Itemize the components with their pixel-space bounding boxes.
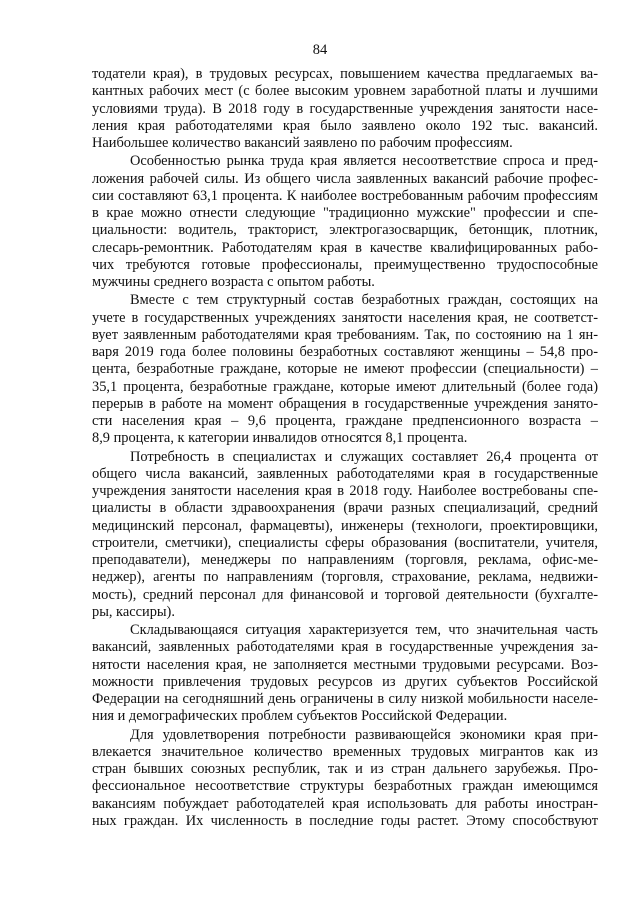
text-line: учреждения занятости населения края в 2018 году. Наиболее востребованы спе-	[92, 483, 598, 499]
text-line: Вместе с тем структурный состав безработных граждан, состоящих на	[130, 292, 598, 309]
paragraph	[92, 66, 598, 152]
text-line: учете в государственных учреждениях занятости населения края, не соответст-	[92, 309, 598, 326]
paragraph	[92, 449, 598, 622]
text-line: Для удовлетворения потребности развивающейся экономики края при-	[130, 726, 598, 743]
text-line: чих требуются готовые профессионалы, преимущественно трудоспособные	[92, 256, 598, 273]
text-line: Особенностью рынка труда края является несоответствие спроса и пред-	[130, 153, 598, 170]
text-line: фессиональное несоответствие структуры безработных граждан имеющимся	[92, 778, 598, 795]
text-line: кантных рабочих мест (с более высоким уровнем заработной платы и лучшими	[92, 83, 598, 100]
paragraph	[92, 292, 598, 447]
text-line: стран бывших союзных республик, так и из стран дальнего зарубежья. Про-	[92, 761, 598, 777]
text-line: перерыв в работе на момент обращения в государственные учреждения занято-	[92, 395, 598, 412]
body-text	[92, 66, 598, 831]
text-line: сти населения края – 9,6 процента, граждане предпенсионного возраста –	[92, 413, 598, 429]
text-line: нятости населения края, не заполняется местными трудовыми ресурсами. Воз-	[92, 656, 598, 673]
text-line: вует заявленным работодателями края требованиям. Так, по состоянию на 1 ян-	[92, 326, 598, 343]
text-line: ления края работодателями края было заявлено около 192 тыс. вакансий.	[92, 117, 598, 134]
text-line: Складывающаяся ситуация характеризуется тем, что значительная часть	[130, 622, 598, 638]
text-line: варя 2019 года более половины безработных составляют женщины – 54,8 про-	[92, 344, 598, 360]
text-line: неджер), агенты по направлениям (торговля, страхование, реклама, недвижи-	[92, 569, 598, 586]
text-line: преподаватели), менеджеры по направлениям (торговля, реклама, офис-ме-	[92, 552, 598, 568]
text-line: циалисты в области здравоохранения (врачи разных специализаций, средний	[92, 500, 598, 517]
text-line: Федерации на сегодняшний день ограничены в силу низкой мобильности населе-	[92, 691, 598, 707]
text-line: медицинский персонал, фармацевты), инженеры (технологи, проектировщики,	[92, 517, 598, 534]
page-number: 84	[312, 42, 328, 58]
text-line: мужчины среднего возраста с опытом работы.	[92, 274, 375, 290]
text-line: вакансий, заявленных работодателями края в государственные учреждения за-	[92, 639, 598, 656]
text-line: Потребность в специалистах и служащих составляет 26,4 процента от	[130, 448, 598, 465]
text-line: тодатели края), в трудовых ресурсах, повышением качества предлагаемых ва-	[92, 66, 598, 82]
text-line: можности привлечения трудовых ресурсов из других субъектов Российской	[92, 673, 598, 690]
text-line: слесарь-ремонтник. Работодателям края в качестве квалифицированных рабо-	[92, 239, 598, 256]
text-line: ния и демографических проблем субъектов Российской Федерации.	[92, 708, 508, 725]
text-line: 35,1 процента, безработные граждане, которые имеют длительный (более года)	[92, 378, 598, 395]
text-line: цента, безработные граждане, которые не имеют профессии (специальности) –	[92, 361, 598, 378]
text-line: общего числа вакансий, заявленных работодателями края в государственные	[92, 465, 598, 482]
text-line: условиями труда). В 2018 году в государственные учреждения занятости насе-	[92, 100, 598, 117]
text-line: ложения рабочей силы. Из общего числа заявленных вакансий рабочие профес-	[92, 170, 598, 187]
text-line: мость), средний персонал для финансовой и торговой деятельности (бухгалте-	[92, 586, 598, 603]
paragraph	[92, 153, 598, 291]
text-line: циальности: водитель, тракторист, электрогазосварщик, бетонщик, плотник,	[92, 222, 598, 239]
text-line: 8,9 процента, к категории инвалидов относятся 8,1 процента.	[92, 430, 468, 447]
text-line: строители, сметчики), специалисты сферы образования (воспитатели, учителя,	[92, 534, 598, 551]
text-line: вакансиям побуждает работодателей края использовать для работы иностран-	[92, 795, 598, 812]
text-line: влекается значительное количество временных трудовых мигрантов как из	[92, 743, 598, 760]
paragraph	[92, 727, 598, 831]
text-line: Наибольшее количество вакансий заявлено по рабочим профессиям.	[92, 135, 513, 151]
paragraph	[92, 622, 598, 726]
text-line: ры, кассиры).	[92, 603, 175, 620]
text-line: в крае можно отнести следующие "традиционно мужские" профессии и спе-	[92, 205, 598, 221]
text-line: ных граждан. Их численность в последние годы растет. Этому способствуют	[92, 812, 598, 829]
text-line: сии составляют 63,1 процента. К наиболее востребованным рабочим профессиям	[92, 187, 598, 204]
